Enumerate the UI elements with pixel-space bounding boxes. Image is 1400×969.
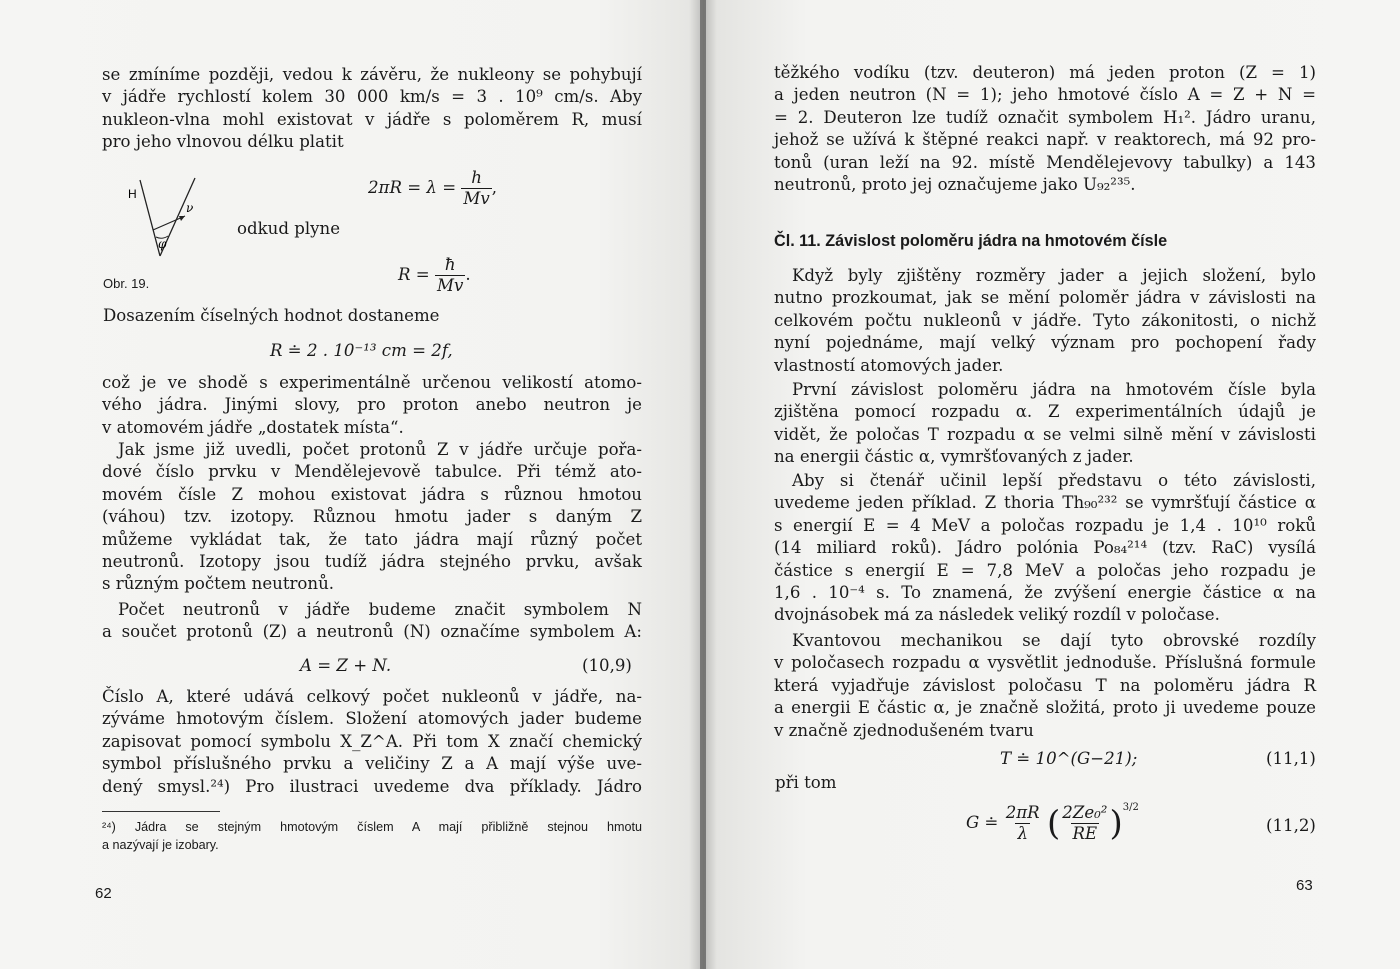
text-line: a nazývají je izobary. (102, 838, 219, 852)
equation-number: (11,1) (1266, 749, 1316, 768)
text-line: a energii E částic α, je značně složitá, proto ji uvedeme pouze (774, 698, 1316, 718)
figure-19-cone-diagram (122, 172, 202, 272)
text-line: vého jádra. Jinými slovy, pro proton anebo neutron je (102, 395, 642, 415)
right-para2 (774, 265, 1316, 377)
right-page (703, 0, 1400, 969)
equation-radius (398, 255, 471, 296)
left-para4 (102, 599, 642, 644)
text-line: a jeden neutron (N = 1); jeho hmotové číslo A = Z + N = (774, 85, 1316, 105)
text-line: těžkého vodíku (tzv. deuteron) má jeden proton (Z = 1) (774, 63, 1316, 82)
text-line: zapisovat pomocí symbolu X_Z^A. Při tom X značí chemický (102, 731, 642, 751)
text-line: zýváme hmotovým číslem. Složení atomových jader budeme (102, 709, 642, 729)
text-line: uvedeme jeden příklad. Z thoria Th₉₀²³² se vymršťují částice α (774, 493, 1316, 513)
pri-tom-line: při tom (775, 773, 837, 792)
equation-half-life: T ≐ 10^(G−21); (1000, 749, 1138, 768)
text-line: Kvantovou mechanikou se dají tyto obrovské rozdíly (792, 631, 1316, 650)
figure-caption: Obr. 19. (103, 276, 150, 291)
text-line: s energií E = 4 MeV a poločas rozpadu je 1,4 . 10¹⁰ roků (774, 515, 1316, 535)
text-line: s různým počtem neutronů. (102, 574, 335, 594)
text-line: Aby si čtenář učinil lepší představu o této závislosti, (792, 471, 1316, 490)
book-gutter (700, 0, 706, 969)
text-line: (váhou) tzv. izotopy. Různou hmotu jader s daným Z (102, 507, 642, 527)
fraction (435, 255, 465, 296)
fraction-denominator: RE (1072, 824, 1098, 843)
section-heading: Čl. 11. Závislost poloměru jádra na hmotovém čísle (774, 232, 1168, 250)
text-line: dové číslo prvku v Mendělejevově tabulce. Při témž ato- (102, 462, 642, 482)
text-line: vidět, že poločas T rozpadu α se velmi silně mění v závislosti (774, 424, 1316, 444)
right-para5 (774, 630, 1316, 742)
left-para2 (102, 372, 642, 439)
text-line: (14 miliard roků). Jádro polónia Po₈₄²¹⁴ (tzv. RaC) vysílá (774, 538, 1316, 558)
equation-radius-value: R ≐ 2 . 10⁻¹³ cm = 2f, (270, 341, 453, 360)
text-line: v atomovém jádře „dostatek místa“. (102, 417, 404, 437)
fraction-numerator: h (471, 168, 482, 187)
text-line: a součet protonů (Z) a neutronů (N) označíme symbolem A: (102, 622, 642, 642)
page-number-left: 62 (95, 885, 112, 902)
text-line: zjištěna pomocí rozpadu α. Z experimentálních údajů je (774, 402, 1316, 422)
text-line: nukleon-vlna mohl existovat v jádře s poloměrem R, musí (102, 109, 642, 129)
equation-mass-number: A = Z + N. (300, 656, 392, 675)
text-line: můžeme vykládat tak, že tato jádra mají různý počet (102, 529, 642, 549)
equation-number: (11,2) (1266, 816, 1316, 835)
eq-part: 2πR = λ = (368, 178, 457, 197)
left-para5 (102, 686, 642, 798)
fraction (461, 168, 491, 209)
text-line: nyní pojednáme, mají velký význam pro pochopení řady (774, 333, 1316, 353)
fraction-numerator: 2Ze₀² (1062, 803, 1108, 822)
text-line: celkovém počtu nukleonů v jádře. Tyto zákonitosti, o nichž (774, 310, 1316, 330)
text-line: v poločasech rozpadu α vysvětlit jednoduše. Příslušná formule (774, 653, 1316, 673)
text-line: Když byly zjištěny rozměry jader a jejich složení, bylo (792, 266, 1316, 285)
dosazenim-line: Dosazením číselných hodnot dostaneme (103, 306, 440, 325)
equation-number: (10,9) (582, 656, 632, 675)
right-para4 (774, 470, 1316, 627)
footnote-rule (102, 811, 220, 812)
paren-open: ( (1046, 803, 1061, 844)
fraction-denominator: Mv (436, 276, 464, 295)
footnote-24 (102, 818, 642, 854)
text-line: se zmíníme později, vedou k závěru, že nukleony se pohybují (102, 65, 642, 84)
right-para1 (774, 62, 1316, 196)
text-line: dvojnásobek má za následek veliký rozdíl v poločase. (774, 605, 1220, 625)
text-line: neutronů, proto jej označujeme jako U₉₂²³⁵. (774, 175, 1136, 195)
eq-punct: . (465, 265, 471, 284)
figure-label-h: H (128, 187, 137, 201)
text-line: dený smysl.²⁴) Pro ilustraci uvedeme dva příklady. Jádro (102, 776, 642, 796)
fraction-numerator: ħ (444, 255, 456, 274)
text-line: na energii částic α, vymršťovaných z jader. (774, 447, 1134, 467)
fraction-denominator: Mv (463, 189, 490, 208)
text-line: movém čísle Z mohou existovat jádra s různou hmotou (102, 484, 642, 504)
text-line: v jádře rychlostí kolem 30 000 km/s = 3 . 10⁹ cm/s. Aby (102, 87, 642, 107)
text-line: což je ve shodě s experimentálně určenou velikostí atomo- (102, 373, 642, 392)
text-line: tonů (uran leží na 92. místě Mendělejevovy tabulky) a 143 (774, 152, 1316, 172)
fraction-denominator: λ (1017, 824, 1028, 843)
text-line: vlastností atomových jader. (774, 355, 1004, 375)
text-line: která vyjadřuje závislost poločasu T na poloměru jádra R (774, 675, 1316, 695)
equation-gamow-factor (966, 803, 1139, 844)
text-line: v značně zjednodušeném tvaru (774, 720, 1034, 740)
text-line: pro jeho vlnovou délku platit (102, 132, 344, 152)
paren-close: ) (1109, 803, 1123, 844)
text-line: Jak jsme již uvedli, počet protonů Z v jádře určuje pořa- (118, 440, 642, 459)
eq-part: R = (398, 265, 430, 284)
left-para1 (102, 64, 642, 154)
text-line: symbol příslušného prvku a veličiny Z a A mají výše uve- (102, 754, 642, 774)
exponent: 3/2 (1122, 802, 1139, 813)
text-line: jehož se užívá k štěpné reakci např. v reaktorech, má 92 pro- (774, 130, 1316, 150)
figure-label-v: ν (186, 201, 194, 215)
figure-label-phi: φ (158, 237, 167, 251)
odkud-plyne: odkud plyne (237, 219, 341, 238)
left-para3 (102, 439, 642, 596)
fraction (1004, 803, 1042, 844)
eq-punct: , (491, 178, 498, 197)
text-line: neutronů. Izotopy jsou tudíž jádra stejného prvku, avšak (102, 552, 642, 572)
text-line: nutno prozkoumat, jak se mění poloměr jádra v závislosti na (774, 288, 1316, 308)
right-para3 (774, 379, 1316, 469)
eq-part: G ≐ (966, 813, 999, 832)
equation-wavelength (368, 168, 497, 209)
text-line: První závislost poloměru jádra na hmotovém čísle byla (792, 380, 1316, 399)
fraction-numerator: 2πR (1005, 803, 1040, 822)
fraction (1060, 803, 1109, 844)
text-line: 1,6 . 10⁻⁴ s. To znamená, že zvýšení energie částice α na (774, 583, 1316, 603)
text-line: Počet neutronů v jádře budeme značit symbolem N (118, 600, 642, 619)
text-line: částice s energií E = 7,8 MeV a poločas jeho rozpadu je (774, 560, 1316, 580)
page-number-right: 63 (1296, 877, 1313, 894)
text-line: ²⁴) Jádra se stejným hmotovým číslem A mají přibližně stejnou hmotu (102, 820, 642, 834)
text-line: = 2. Deuteron lze tudíž označit symbolem H₁². Jádro uranu, (774, 107, 1316, 127)
text-line: Číslo A, které udává celkový počet nukleonů v jádře, na- (102, 687, 642, 706)
